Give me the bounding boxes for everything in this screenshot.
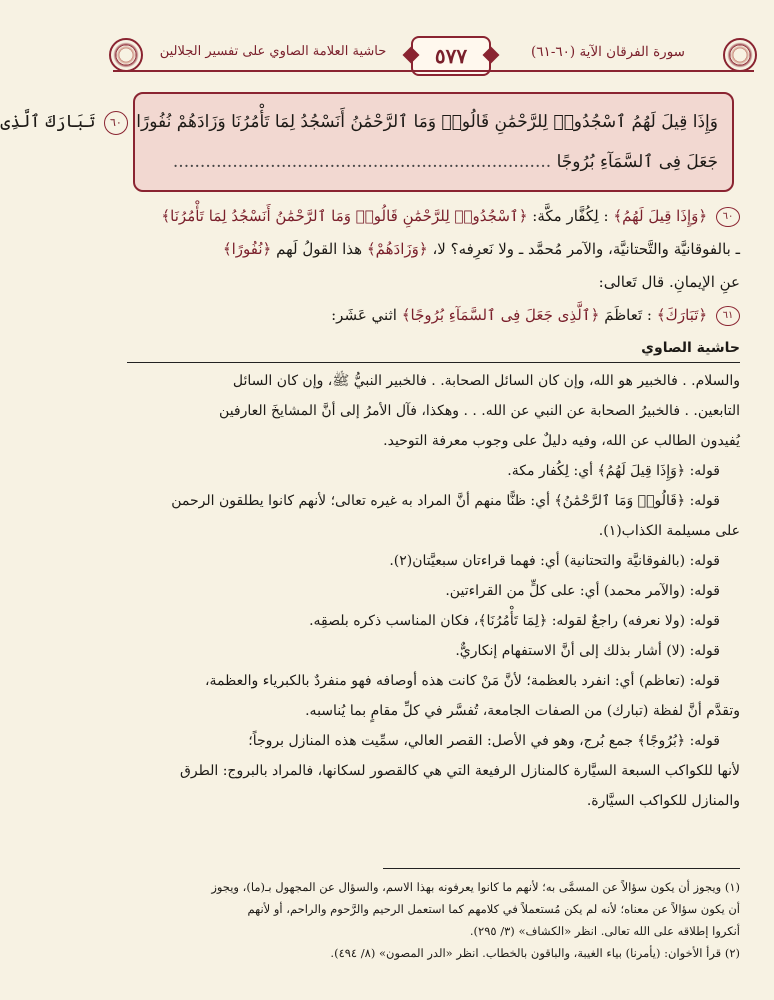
- page-number: ٥٧٧: [411, 36, 491, 76]
- verse-number-marker: ٦١: [716, 306, 740, 326]
- verse-number-marker: ٦٠: [716, 207, 740, 227]
- dotted-filler: ......................................................................: [172, 152, 552, 172]
- hashiya-line: التابعين. . فالخبيرُ الصحابة عن النبي عن الله. . . وهكذا، فآل الأمرُ إلى أنَّ المشايخَ العارفين: [219, 403, 740, 419]
- tafsir-block: [127, 200, 740, 332]
- commentary-text: عنِ الإيمانِ. قال تَعالى:: [598, 273, 740, 291]
- hashiya-line: والسلام. . فالخبير هو الله، وإن كان السائل الصحابة. . فالخبير النبيُّ ﷺ، وإن كان السائل: [232, 373, 740, 389]
- hashiya-line: قوله: ﴿بُرُوجًا﴾ جمع بُرج، وهو في الأصل: القصر العالي، سمِّيت هذه المنازل بروجاً؛: [248, 733, 720, 749]
- tafsir-line: [127, 299, 740, 332]
- tafsir-line: [127, 266, 740, 299]
- hashiya-line: والمنازل للكواكب السيَّارة.: [586, 793, 740, 809]
- hashiya-title: حاشية الصاوي: [641, 340, 740, 356]
- tafsir-line: [127, 200, 740, 233]
- hashiya-line: قوله: (والآمر محمد) أي: على كلٍّ من القراءتين.: [445, 583, 720, 599]
- verse-text: تَبَارَكَ ٱلَّذِى: [0, 112, 96, 132]
- quran-line-1: [0, 102, 718, 142]
- hashiya-line: قوله: (تعاظم) أي: انفرد بالعظمة؛ لأنَّ مَنْ كانت هذه أوصافه فهو منفردٌ بالكبرياء والعظمة،: [204, 673, 720, 689]
- tafsir-line: [127, 233, 740, 266]
- hashiya-header: [127, 340, 740, 363]
- surah-title: سورة الفرقان الآية (٦٠-٦١): [531, 44, 685, 60]
- hashiya-line: لأنها للكواكب السبعة السيَّارة كالمنازل الرفيعة التي هي كالقصور لسكانها، فالمراد بالبروج: الطرق: [180, 763, 740, 779]
- footnote-line: (١) ويجوز أن يكون سؤالاً عن المسمَّى به؛ لأنهم ما كانوا يعرفونه بهذا الاسم، والسؤال عن المجهول بـ(ما)، ويجوز: [211, 880, 740, 894]
- footnote-line: (٢) قرأ الأخوان: (يأمرنا) بياء الغيبة، والباقون بالخطاب. انظر «الدر المصون» (٨/ ٤٩٤).: [330, 946, 740, 960]
- quoted-verse: ﴿وَزَادَهُمْ﴾: [366, 240, 428, 258]
- quoted-verse: ﴿نُفُورًا﴾: [222, 240, 272, 258]
- footnote-rule: [383, 868, 740, 869]
- ayah-number-marker: ٦٠: [104, 111, 128, 135]
- hashiya-line: على مسيلمة الكذاب(١).: [598, 523, 740, 539]
- commentary-text: : تَعاظَمَ: [604, 306, 652, 324]
- footnote-line: أن يكون سؤالاً عن معناه؛ لأنه لم يكن مُستعملاً في كلامهم كما استعمل الرحيم والرَّحوم والراحم، أو لأنهم: [247, 902, 740, 916]
- hashiya-line: قوله: (لا) أشار بذلك إلى أنَّ الاستفهام إنكاريٌّ.: [455, 643, 720, 659]
- quran-line-2: [149, 142, 718, 182]
- hashiya-line: قوله: (ولا نعرفه) راجعٌ لقوله: ﴿لِمَا تَأْمُرُنَا﴾، فكان المناسب ذكره بلصقِه.: [309, 613, 720, 629]
- verse-text: وَإِذَا قِيلَ لَهُمُ ٱسْجُدُوا۟ لِلرَّحْمَٰنِ قَالُوا۟ وَمَا ٱلرَّحْمَٰنُ أَنَسْجُدُ لِمَا تَأْمُرُنَا وَزَادَهُمْ نُفُورًا: [136, 112, 718, 132]
- hashiya-line: قوله: ﴿قَالُوا۟ وَمَا ٱلرَّحْمَٰنُ﴾ أي: ظنًّا منهم أنَّ المراد به غيره تعالى؛ لأنهم كانوا يطلقون الرحمن: [171, 493, 720, 509]
- hashiya-body: [127, 366, 740, 816]
- commentary-text: هذا القولُ لَهم: [276, 240, 363, 258]
- commentary-text: ـ بالفوقانيَّة والتَّحتانيَّة، والآمر مُحمَّد ـ ولا نَعرِفه؟ لا،: [432, 240, 740, 258]
- header-rule: [113, 70, 754, 72]
- quoted-verse: ﴿ٱلَّذِى جَعَلَ فِى ٱلسَّمَآءِ بُرُوجًا﴾: [401, 306, 600, 324]
- rosette-icon: [723, 38, 757, 72]
- hashiya-line: يُفيدون الطالب عن الله، وفيه دليلٌ على وجوب معرفة التوحيد.: [383, 433, 740, 449]
- quoted-verse: ﴿ٱسْجُدُوا۟ لِلرَّحْمَٰنِ قَالُوا۟ وَمَا ٱلرَّحْمَٰنُ أَنَسْجُدُ لِمَا تَأْمُرُنَا﴾: [161, 207, 528, 225]
- hashiya-line: وتقدَّم أنَّ لفظة (تبارك) من الصفات الجامعة، تُفسَّر في كلِّ مقامٍ بما يُناسبه.: [305, 703, 740, 719]
- rosette-icon: [109, 38, 143, 72]
- quoted-verse: ﴿وَإِذَا قِيلَ لَهُمُ﴾: [613, 207, 708, 225]
- footnotes: [127, 876, 740, 964]
- commentary-text: اثني عَشَر:: [331, 306, 397, 324]
- verse-text: جَعَلَ فِى ٱلسَّمَآءِ بُرُوجًا: [556, 152, 718, 172]
- hashiya-line: قوله: (بالفوقانيَّة والتحتانية) أي: فهما قراءتان سبعيَّتان(٢).: [389, 553, 720, 569]
- footnote-line: أنكروا إطلاقه على الله تعالى. انظر «الكشاف» (٣/ ٢٩٥).: [469, 924, 740, 938]
- hashiya-line: قوله: ﴿وَإِذَا قِيلَ لَهُمُ﴾ أي: لِكُفار مكة.: [507, 463, 720, 479]
- commentary-text: : لِكُفَّار مكَّة:: [532, 207, 609, 225]
- quoted-verse: ﴿تَبَارَكَ﴾: [656, 306, 708, 324]
- book-title: حاشية العلامة الصاوي على تفسير الجلالين: [159, 44, 387, 59]
- quran-verse-box: [0, 92, 734, 192]
